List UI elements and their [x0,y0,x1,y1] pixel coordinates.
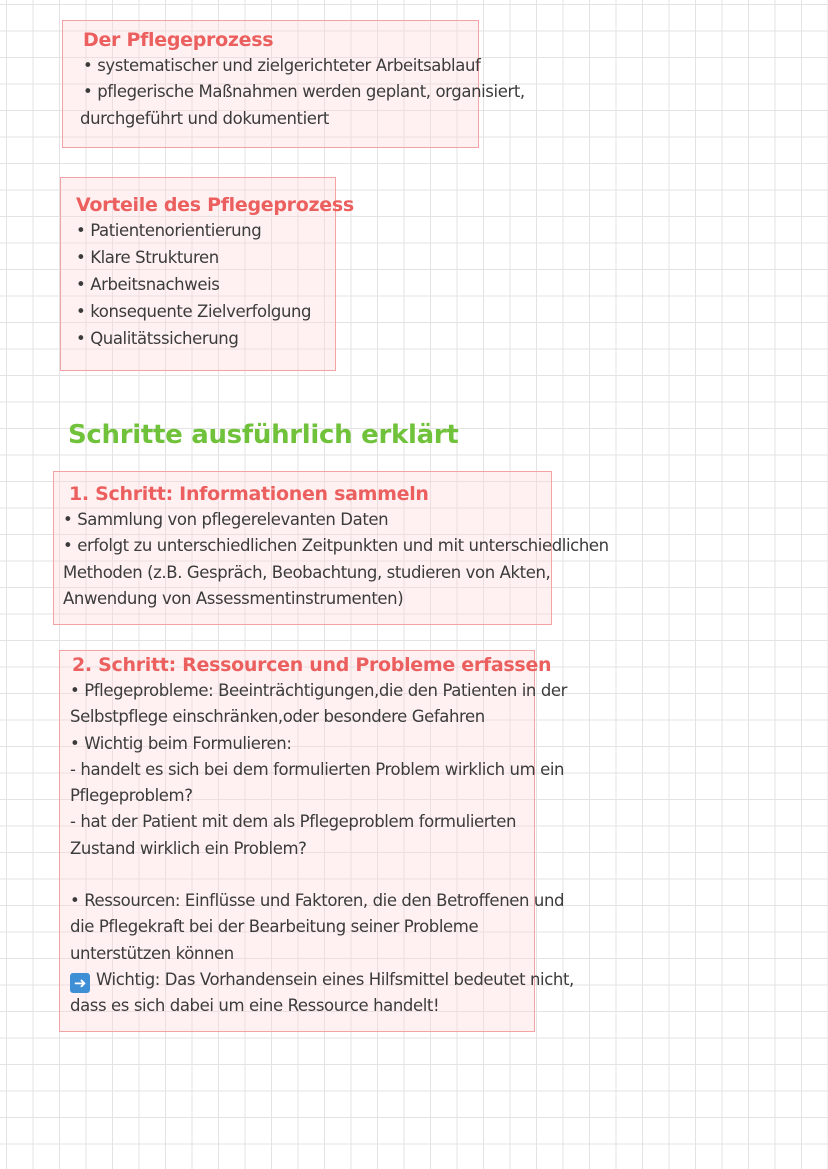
section-heading: Schritte ausführlich erklärt [68,420,459,450]
text-line: Wichtig: Das Vorhandensein eines Hilfsmittel bedeutet nicht, [96,969,574,989]
text-line: durchgeführt und dokumentiert [80,108,329,128]
text-line: Zustand wirklich ein Problem? [70,838,307,858]
text-line: - handelt es sich bei dem formulierten Problem wirklich um ein [70,759,565,779]
text-line: • systematischer und zielgerichteter Arbeitsablauf [83,53,478,79]
list-item: • Qualitätssicherung [76,325,335,352]
text-line: • Wichtig beim Formulieren: [70,731,534,757]
text-line: Selbstpflege einschränken,oder besondere Gefahren [70,707,485,727]
box-title: 2. Schritt: Ressourcen und Probleme erfassen [72,654,552,676]
schritt-1-box [53,471,609,625]
text-line: • Ressourcen: Einflüsse und Faktoren, die den Betroffenen und [70,888,534,914]
text-line: unterstützen können [70,943,234,963]
text-line: die Pflegekraft bei der Bearbeitung seiner Probleme [70,917,479,937]
text-line: Anwendung von Assessmentinstrumenten) [63,588,404,608]
text-line: Methoden (z.B. Gespräch, Beobachtung, studieren von Akten, [63,562,551,582]
box-title: 1. Schritt: Informationen sammeln [69,483,429,505]
text-line: dass es sich dabei um eine Ressource handelt! [70,996,440,1016]
list-item: • Klare Strukturen [76,244,335,271]
text-line: Pflegeproblem? [70,786,193,806]
list-item: • Patientenorientierung [76,217,335,244]
box-title: Der Pflegeprozess [83,29,274,51]
spacer [70,862,534,888]
text-line: - hat der Patient mit dem als Pflegeproblem formulierten [70,812,517,832]
text-line: • Sammlung von pflegerelevanten Daten [63,507,551,533]
note-line [70,967,574,993]
arrow-right-icon: ➜ [70,973,90,993]
text-line: • erfolgt zu unterschiedlichen Zeitpunkten und mit unterschiedlichen [63,533,551,559]
list-item: • konsequente Zielverfolgung [76,298,335,325]
box-title: Vorteile des Pflegeprozess [76,194,354,216]
text-line: • pflegerische Maßnahmen werden geplant, organisiert, [83,79,478,105]
text-line: • Pflegeprobleme: Beeinträchtigungen,die den Patienten in der [70,678,534,704]
list-item: • Arbeitsnachweis [76,271,335,298]
schritt-2-box [59,650,574,1032]
vorteile-box [60,177,354,371]
pflegeprozess-box [62,20,525,148]
